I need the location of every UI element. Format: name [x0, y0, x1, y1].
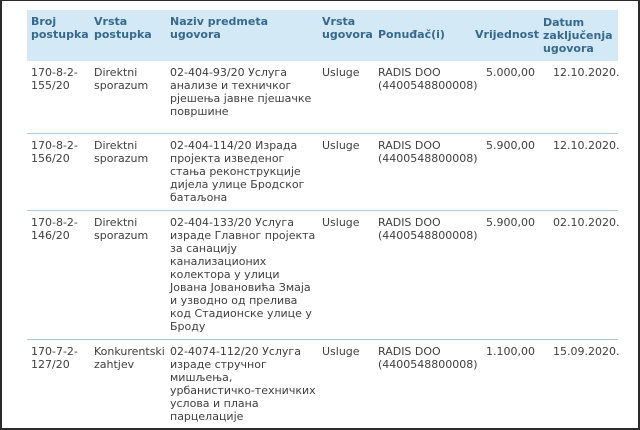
- cell-vrsta-ugovora: Usluge: [318, 340, 374, 430]
- cell-vrsta-ugovora: Usluge: [318, 134, 374, 211]
- header-broj: Broj postupka: [31, 15, 89, 41]
- table-row: [27, 340, 618, 430]
- cell-naziv: 02-404-93/20 Услуга анализе и техничког рјешења јавне пјешачке површине: [170, 66, 312, 118]
- cell-naziv: 02-404-114/20 Израда пројекта изведеног стања реконструкције дијела улице Бродског батаљона: [166, 134, 318, 211]
- cell-ponudjac: RADIS DOO (4400548800008): [374, 211, 471, 340]
- header-vrijednost: Vrijednost: [475, 28, 540, 41]
- cell-datum: 15.09.2020.: [539, 340, 618, 430]
- cell-vrsta-postupka: Direktni sporazum: [94, 66, 149, 92]
- cell-broj: 170-8-2-155/20: [31, 66, 78, 92]
- table-row: [27, 211, 618, 340]
- cell-broj: 170-8-2-146/20: [27, 211, 90, 340]
- table-header: [27, 10, 618, 61]
- cell-vrsta-postupka: Direktni sporazum: [90, 211, 166, 340]
- cell-datum: 12.10.2020.: [553, 66, 620, 79]
- cell-vrijednost: 1.100,00: [471, 340, 539, 430]
- cell-naziv: 02-4074-112/20 Услуга израде стручног мишљења, урбанистичко-техничких услова и плана парцелације: [166, 340, 318, 430]
- cell-vrijednost: 5.900,00: [471, 211, 539, 340]
- cell-vrsta-postupka: Konkurentski zahtjev: [90, 340, 166, 430]
- cell-datum: 12.10.2020.: [539, 134, 618, 211]
- cell-vrsta-ugovora: Usluge: [322, 66, 360, 79]
- cell-ponudjac: RADIS DOO (4400548800008): [374, 340, 471, 430]
- cell-broj: 170-8-2-156/20: [27, 134, 90, 211]
- cell-naziv: 02-404-133/20 Услуга израде Главног пројекта за санацију канализационих колектора у улици Јована Јовановића Змаја и узводно од прелива код Стадионске улице у Броду: [166, 211, 318, 340]
- header-datum: Datum zaključenja ugovora: [543, 16, 613, 55]
- header-ponudjac: Ponuđač(i): [378, 28, 445, 41]
- cell-ponudjac: RADIS DOO (4400548800008): [378, 66, 478, 92]
- table-row: [27, 61, 618, 134]
- cell-vrijednost: 5.900,00: [471, 134, 539, 211]
- header-vrsta-postupka: Vrsta postupka: [94, 15, 152, 41]
- cell-vrijednost: 5.000,00: [486, 66, 535, 79]
- cell-vrsta-postupka: Direktni sporazum: [90, 134, 166, 211]
- cell-broj: 170-7-2-127/20: [27, 340, 90, 430]
- cell-vrsta-ugovora: Usluge: [318, 211, 374, 340]
- header-vrsta-ugovora: Vrsta ugovora: [322, 15, 373, 41]
- table-row: [27, 134, 618, 211]
- contracts-table: [27, 10, 618, 429]
- cell-ponudjac: RADIS DOO (4400548800008): [374, 134, 471, 211]
- cell-datum: 02.10.2020.: [539, 211, 618, 340]
- header-naziv: Naziv predmeta ugovora: [170, 15, 269, 41]
